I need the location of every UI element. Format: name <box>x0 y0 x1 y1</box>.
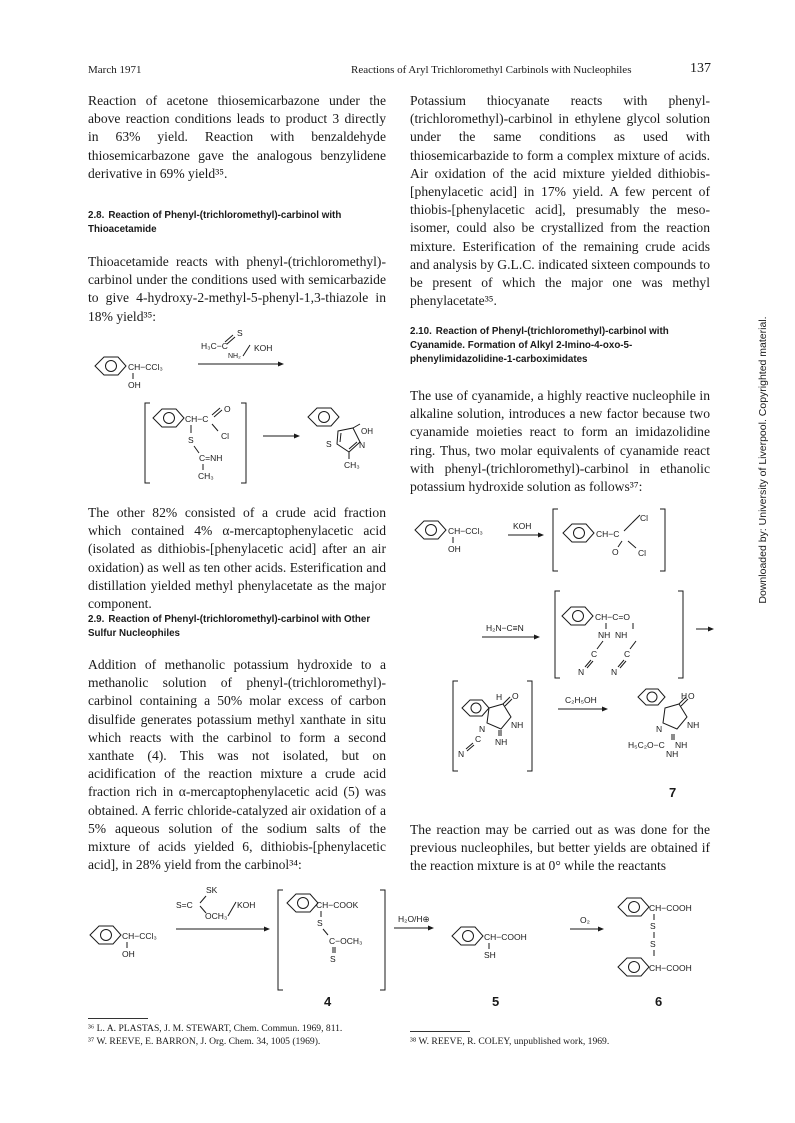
paragraph-thiocyanate: Potassium thiocyanate reacts with phenyl-(trichloromethyl)-carbinol in ethylene glycol solution under the same conditions as used with thiosemicarbazide to form a complex mixture of acids. Air oxidation of the acid mixture yielded dithiobis-[phenylacetic acid] in 17% yield. A few percent of thiobis-[phenylacetic acid], presumably the meso-isomer, could also be crystallized from the reaction mixture. Esterification of the remaining crude acids and analysis by G.L.C. indicated sixteen compounds to be present of which the major one was methyl phenylacetate³⁵. <box>410 93 710 309</box>
footnote-rule <box>410 1031 470 1032</box>
chem-label: NH <box>675 740 688 750</box>
benzene-ring-icon <box>562 607 593 625</box>
chem-label: CH−C <box>596 529 620 539</box>
chem-label: OH <box>128 380 141 390</box>
chem-label: C <box>475 734 482 744</box>
chem-label: Cl <box>638 548 647 558</box>
chem-label: CH₃ <box>198 471 214 481</box>
chem-label: KOH <box>254 343 273 353</box>
chem-label: OH <box>122 949 135 959</box>
chem-label: N <box>479 724 486 734</box>
chem-label: Cl <box>221 431 230 441</box>
paragraph-crude-acid: The other 82% consisted of a crude acid fraction which contained 4% α-mercaptophenylacetic acid (isolated as dithiobis-[phenylacetic acid] after an air oxidation) as well as ten other acids. Esterification and distillation yielded methyl phenylacetate as the major component. <box>88 505 386 612</box>
chem-label: S <box>237 328 243 338</box>
thiazole-reaction-scheme <box>88 325 388 490</box>
chem-label: NH <box>511 720 524 730</box>
compound-label-6: 6 <box>655 994 663 1009</box>
benzene-ring-icon <box>618 898 649 916</box>
chem-label: H₅C₂O−C <box>628 740 665 750</box>
chem-label: N <box>578 667 585 677</box>
chem-label: SH <box>484 950 496 960</box>
section-number: 2.8. <box>88 210 105 221</box>
chem-label: S <box>326 439 332 449</box>
chem-label: CH−COOH <box>649 963 692 973</box>
section-heading-2-9 <box>88 613 386 641</box>
chem-label: O₂ <box>580 915 590 925</box>
chem-label: O <box>224 404 231 414</box>
watermark-text: Downloaded by: University of Liverpool. Copyrighted material. <box>757 316 769 604</box>
chem-label: O <box>512 691 519 701</box>
chem-label: N <box>656 724 663 734</box>
reaction-arrow-icon <box>558 707 608 712</box>
paragraph-thiosemicarbazone: Reaction of acetone thiosemicarbazone under the above reaction conditions leads to product 3 directly in 63% yield. Reaction with benzaldehyde thiosemicarbazone gave the analogous benzylidene derivative in 69% yield³⁵. <box>88 93 386 181</box>
section-number: 2.10. <box>410 326 432 337</box>
chem-label: CH−CCl₃ <box>448 526 483 536</box>
chem-label: KOH <box>237 900 256 910</box>
section-heading-2-8 <box>88 209 386 237</box>
chem-label: CH−COOH <box>649 903 692 913</box>
chem-label: S <box>317 918 323 928</box>
running-title: Reactions of Aryl Trichloromethyl Carbinols with Nucleophiles <box>351 64 632 76</box>
chem-label: S <box>650 939 656 949</box>
chem-label: NH <box>495 737 508 747</box>
section-title: Reaction of Phenyl-(trichloromethyl)-carbinol with Other Sulfur Nucleophiles <box>88 614 371 639</box>
chem-label: NH NH <box>598 630 628 640</box>
thiazole-ring-icon <box>337 428 360 452</box>
reaction-arrow-icon <box>176 927 270 932</box>
chem-label: CH−CCl₃ <box>128 362 163 372</box>
benzene-ring-icon <box>462 700 489 716</box>
chem-label: CH−COOH <box>484 932 527 942</box>
section-title: Reaction of Phenyl-(trichloromethyl)-carbinol with Thioacetamide <box>88 210 342 235</box>
reaction-arrow-icon <box>263 434 300 439</box>
benzene-ring-icon <box>415 521 446 539</box>
chem-label: C=NH <box>199 453 223 463</box>
chem-label: H₂N−C≡N <box>486 623 524 633</box>
paragraph-xanthate: Addition of methanolic potassium hydroxide to a methanolic solution of phenyl-(trichloromethyl)-carbinol containing a 50% molar excess of carbon disulfide generates potassium methyl xanthate in situ which reacts with the carbinol to form a second xanthate (4). This was not isolated, but on acidification of the reaction mixture a crude acid fraction rich in α-mercaptophenylacetic acid (5) was obtained. A ferric chloride-catalyzed air oxidation of a 5% aqueous solution of the sodium salts of the mixture of acids yielded 6, dithiobis-[phenylacetic acid], in 28% yield from the carbinol³⁴: <box>88 657 386 873</box>
paragraph-cyanamide: The use of cyanamide, a highly reactive nucleophile in alkaline solution, introduces a new factor because two cyanamide moieties react to form an imidazolidine ring. Thus, two molar equivalents of cyanamide react with phenyl-(trichloromethyl)-carbinol in ethanolic potassium hydroxide solution as follows³⁷: <box>410 388 710 495</box>
reaction-arrow-icon <box>198 362 284 367</box>
chem-label: OH <box>448 544 461 554</box>
section-heading-2-10 <box>410 325 710 367</box>
chem-label: O <box>688 691 695 701</box>
chem-label: H <box>496 692 503 702</box>
footnote-rule <box>88 1018 148 1019</box>
paragraph-thioacetamide: Thioacetamide reacts with phenyl-(trichloromethyl)-carbinol under the conditions used with semicarbazide to give 4-hydroxy-2-methyl-5-phenyl-1,3-thiazole in 18% yield³⁵: <box>88 254 386 324</box>
chem-label: C <box>591 649 598 659</box>
chem-label: N <box>359 440 366 450</box>
benzene-ring-icon <box>638 689 665 705</box>
chem-label: CH−COOK <box>316 900 359 910</box>
compound-label-7: 7 <box>669 785 677 800</box>
benzene-ring-icon <box>153 409 184 427</box>
chem-label: NH₂ <box>228 353 241 360</box>
chem-label: S <box>330 954 336 964</box>
chem-label: N <box>458 749 465 759</box>
xanthate-reaction-scheme <box>88 880 718 1015</box>
imidazolidine-ring-icon <box>663 704 687 729</box>
paragraph-reaction-conditions: The reaction may be carried out as was done for the previous nucleophiles, but better yields are obtained if the reaction mixture is at 0° while the reactants <box>410 822 710 874</box>
benzene-ring-icon <box>95 357 126 375</box>
footnote-38: ³⁸ W. REEVE, R. COLEY, unpublished work, 1969. <box>410 1036 610 1047</box>
benzene-ring-icon <box>618 958 649 976</box>
benzene-ring-icon <box>563 524 594 542</box>
chem-label: NH <box>687 720 700 730</box>
chem-label: CH₃ <box>344 460 360 470</box>
chem-label: CH−C=O <box>595 612 630 622</box>
chem-label: OH <box>361 427 373 436</box>
chem-label: SK <box>206 885 218 895</box>
chem-label: S <box>188 435 194 445</box>
section-number: 2.9. <box>88 614 105 625</box>
chem-label: NH <box>666 749 679 759</box>
reaction-arrow-icon <box>482 635 540 640</box>
benzene-ring-icon <box>90 926 121 944</box>
chem-label: S=C <box>176 900 193 910</box>
footnote-37: ³⁷ W. REEVE, E. BARRON, J. Org. Chem. 34, 1005 (1969). <box>88 1036 321 1047</box>
issue-date: March 1971 <box>88 64 142 76</box>
reaction-arrow-icon <box>394 926 434 931</box>
chem-label: C <box>624 649 631 659</box>
chem-label: CH−C <box>185 414 209 424</box>
chem-label: H₃C−C <box>201 341 228 351</box>
chem-label: H₂O/H⊕ <box>398 914 430 924</box>
chem-label: N <box>611 667 618 677</box>
imidazolidine-ring-icon <box>487 704 511 729</box>
chem-label: OCH₃ <box>205 911 228 921</box>
benzene-ring-icon <box>452 927 483 945</box>
benzene-ring-icon <box>287 894 318 912</box>
benzene-ring-icon <box>308 408 339 426</box>
cyanamide-reaction-scheme <box>410 503 715 833</box>
chem-label: CH−CCl₃ <box>122 931 157 941</box>
chem-label: S <box>650 921 656 931</box>
reaction-arrow-icon <box>570 927 604 932</box>
chem-label: H <box>681 691 688 701</box>
page-number: 137 <box>690 61 711 76</box>
reaction-arrow-icon <box>696 627 714 632</box>
chem-label: C₂H₅OH <box>565 695 597 705</box>
chem-label: C−OCH₃ <box>329 936 363 946</box>
chem-label: KOH <box>513 521 532 531</box>
section-title: Reaction of Phenyl-(trichloromethyl)-carbinol with Cyanamide. Formation of Alkyl 2-Imino-4-oxo-5-phenylimidazolidine-1-carboximidates <box>410 326 669 365</box>
chem-label: O <box>612 547 619 557</box>
footnote-36: ³⁶ L. A. PLASTAS, J. M. STEWART, Chem. Commun. 1969, 811. <box>88 1023 343 1034</box>
compound-label-4: 4 <box>324 994 332 1009</box>
chem-label: Cl <box>640 513 649 523</box>
compound-label-5: 5 <box>492 994 500 1009</box>
reaction-arrow-icon <box>508 533 544 538</box>
